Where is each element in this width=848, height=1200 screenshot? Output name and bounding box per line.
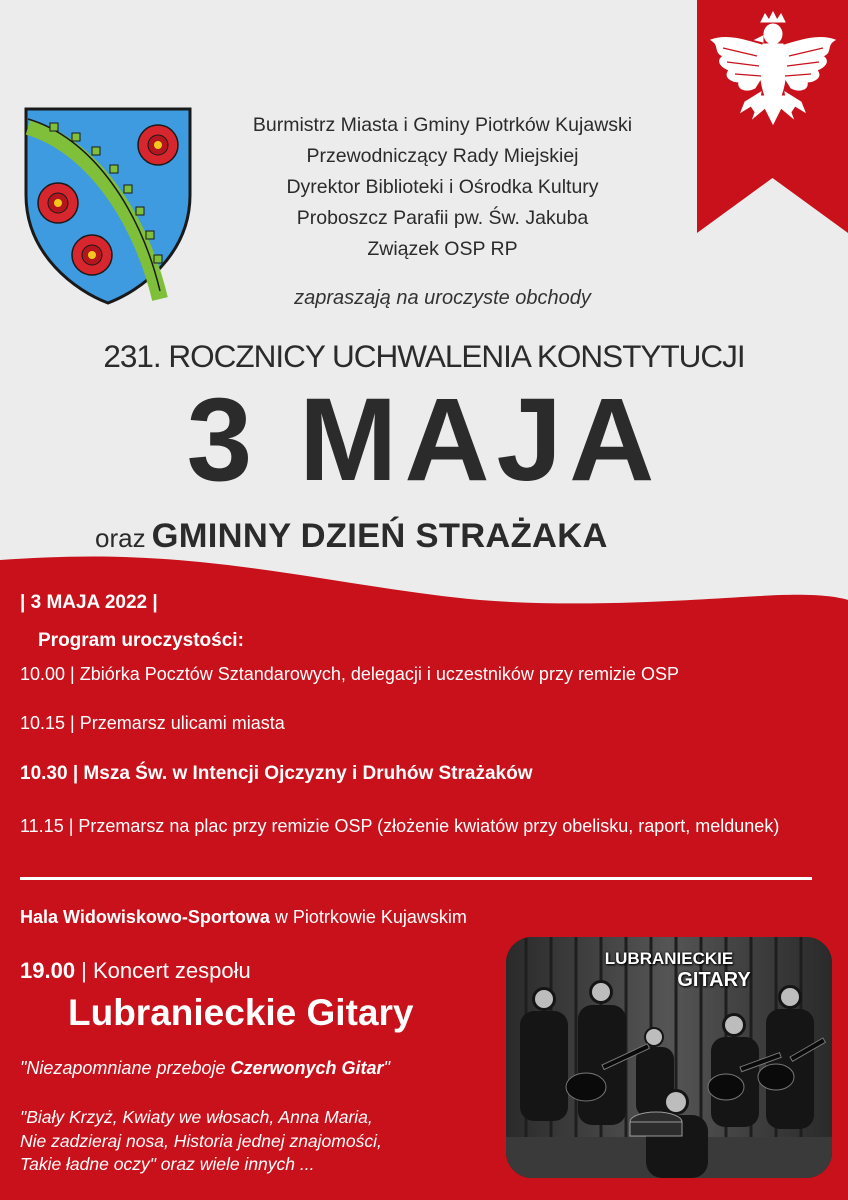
organizers-list [200, 110, 685, 265]
song-line: Nie zadzieraj nosa, Historia jednej znajomości, [20, 1130, 382, 1151]
song-list [20, 1106, 382, 1177]
section-divider [20, 877, 812, 880]
song-line: "Biały Krzyż, Kwiaty we włosach, Anna Maria, [20, 1107, 373, 1127]
photo-label-line1: LUBRANIECKIE [604, 949, 734, 968]
venue-name: Hala Widowiskowo-Sportowa [20, 907, 270, 927]
polish-white-eagle-icon [697, 0, 848, 233]
subtitle [95, 517, 835, 556]
organizer-line: Przewodniczący Rady Miejskiej [306, 145, 579, 167]
subtitle-conjunction: oraz [95, 523, 146, 553]
band-name: Lubranieckie Gitary [68, 992, 414, 1033]
concert-time: 19.00 [20, 958, 76, 983]
organizer-line: Dyrektor Biblioteki i Ośrodka Kultury [286, 176, 599, 198]
rose-icon [138, 125, 178, 165]
venue-line [20, 907, 467, 928]
band-photo [506, 937, 832, 1178]
rose-icon [38, 183, 78, 223]
concert-label: | Koncert zespołu [75, 958, 251, 983]
subtitle-main: GMINNY DZIEŃ STRAŻAKA [151, 517, 608, 555]
concert-line [20, 958, 251, 984]
program-item: 10.00 | Zbiórka Pocztów Sztandarowych, delegacji i uczestników przy remizie OSP [20, 664, 679, 684]
song-line: Takie ładne oczy" oraz wiele innych ... [20, 1154, 315, 1174]
tagline-band: Czerwonych Gitar [230, 1058, 384, 1078]
anniversary-heading: 231. ROCZNICY UCHWALENIA KONSTYTUCJI [103, 338, 745, 374]
tagline-text: "Niezapomniane przeboje [20, 1058, 231, 1078]
municipal-coat-of-arms-icon [20, 105, 196, 305]
program-item: 10.15 | Przemarsz ulicami miasta [20, 713, 285, 733]
photo-label-line2: GITARY [677, 969, 751, 991]
program-item-highlight: 10.30 | Msza Św. w Intencji Ojczyzny i Druhów Strażaków [20, 763, 533, 784]
invitation-line: zapraszają na uroczyste obchody [294, 287, 591, 309]
rose-icon [72, 235, 112, 275]
concert-tagline [20, 1058, 390, 1079]
tagline-quote: " [383, 1058, 390, 1078]
organizer-line: Proboszcz Parafii pw. Św. Jakuba [296, 207, 589, 229]
program-item: 11.15 | Przemarsz na plac przy remizie OSP (złożenie kwiatów przy obelisku, raport, meldunek) [20, 816, 780, 836]
event-date: | 3 MAJA 2022 | [20, 592, 158, 613]
organizer-line: Związek OSP RP [367, 238, 518, 260]
main-title: 3 MAJA [186, 374, 662, 506]
program-title: Program uroczystości: [38, 630, 244, 651]
organizer-line: Burmistrz Miasta i Gminy Piotrków Kujawski [252, 114, 633, 136]
venue-location: w Piotrkowie Kujawskim [269, 907, 467, 927]
